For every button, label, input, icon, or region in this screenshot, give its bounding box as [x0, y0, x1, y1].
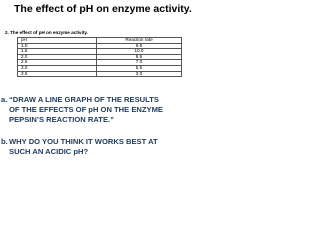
ph-cell: 2.0 [18, 54, 97, 60]
question-marker: a. [1, 95, 8, 104]
reaction-rate-cell: 5.5 [97, 65, 182, 71]
question-line [1, 115, 200, 125]
ph-reaction-rate-table [17, 37, 182, 77]
page-title: The effect of pH on enzyme activity. [14, 3, 192, 15]
column-header-reaction-rate: Reaction rate [97, 38, 182, 44]
reaction-rate-cell: 8.5 [97, 54, 182, 60]
question-marker: b. [1, 137, 8, 146]
reaction-rate-cell: 8.5 [97, 43, 182, 49]
question-text: PEPSIN’S REACTION RATE.” [9, 115, 114, 124]
table-row [18, 71, 182, 77]
question-line [1, 105, 200, 115]
reaction-rate-cell: 7.0 [97, 60, 182, 66]
question-text: SUCH AN ACIDIC pH? [9, 147, 89, 156]
reaction-rate-cell: 3.0 [97, 71, 182, 77]
reaction-rate-cell: 10.0 [97, 49, 182, 55]
question-text: OF THE EFFECTS OF pH ON THE ENZYME [9, 105, 163, 114]
question-line [1, 95, 200, 105]
question-line [1, 147, 200, 157]
question-line [1, 137, 200, 147]
ph-cell: 3.5 [18, 71, 97, 77]
ph-cell: 3.0 [18, 65, 97, 71]
column-header-ph: pH [18, 38, 97, 44]
question-b [1, 137, 200, 157]
ph-cell: 1.5 [18, 49, 97, 55]
question-a [1, 95, 200, 125]
question-text: “DRAW A LINE GRAPH OF THE RESULTS [9, 95, 159, 104]
question-text: WHY DO YOU THINK IT WORKS BEST AT [9, 137, 158, 146]
ph-cell: 2.5 [18, 60, 97, 66]
ph-cell: 1.0 [18, 43, 97, 49]
table-caption: 2. The effect of pH on enzyme activity. [5, 30, 88, 35]
